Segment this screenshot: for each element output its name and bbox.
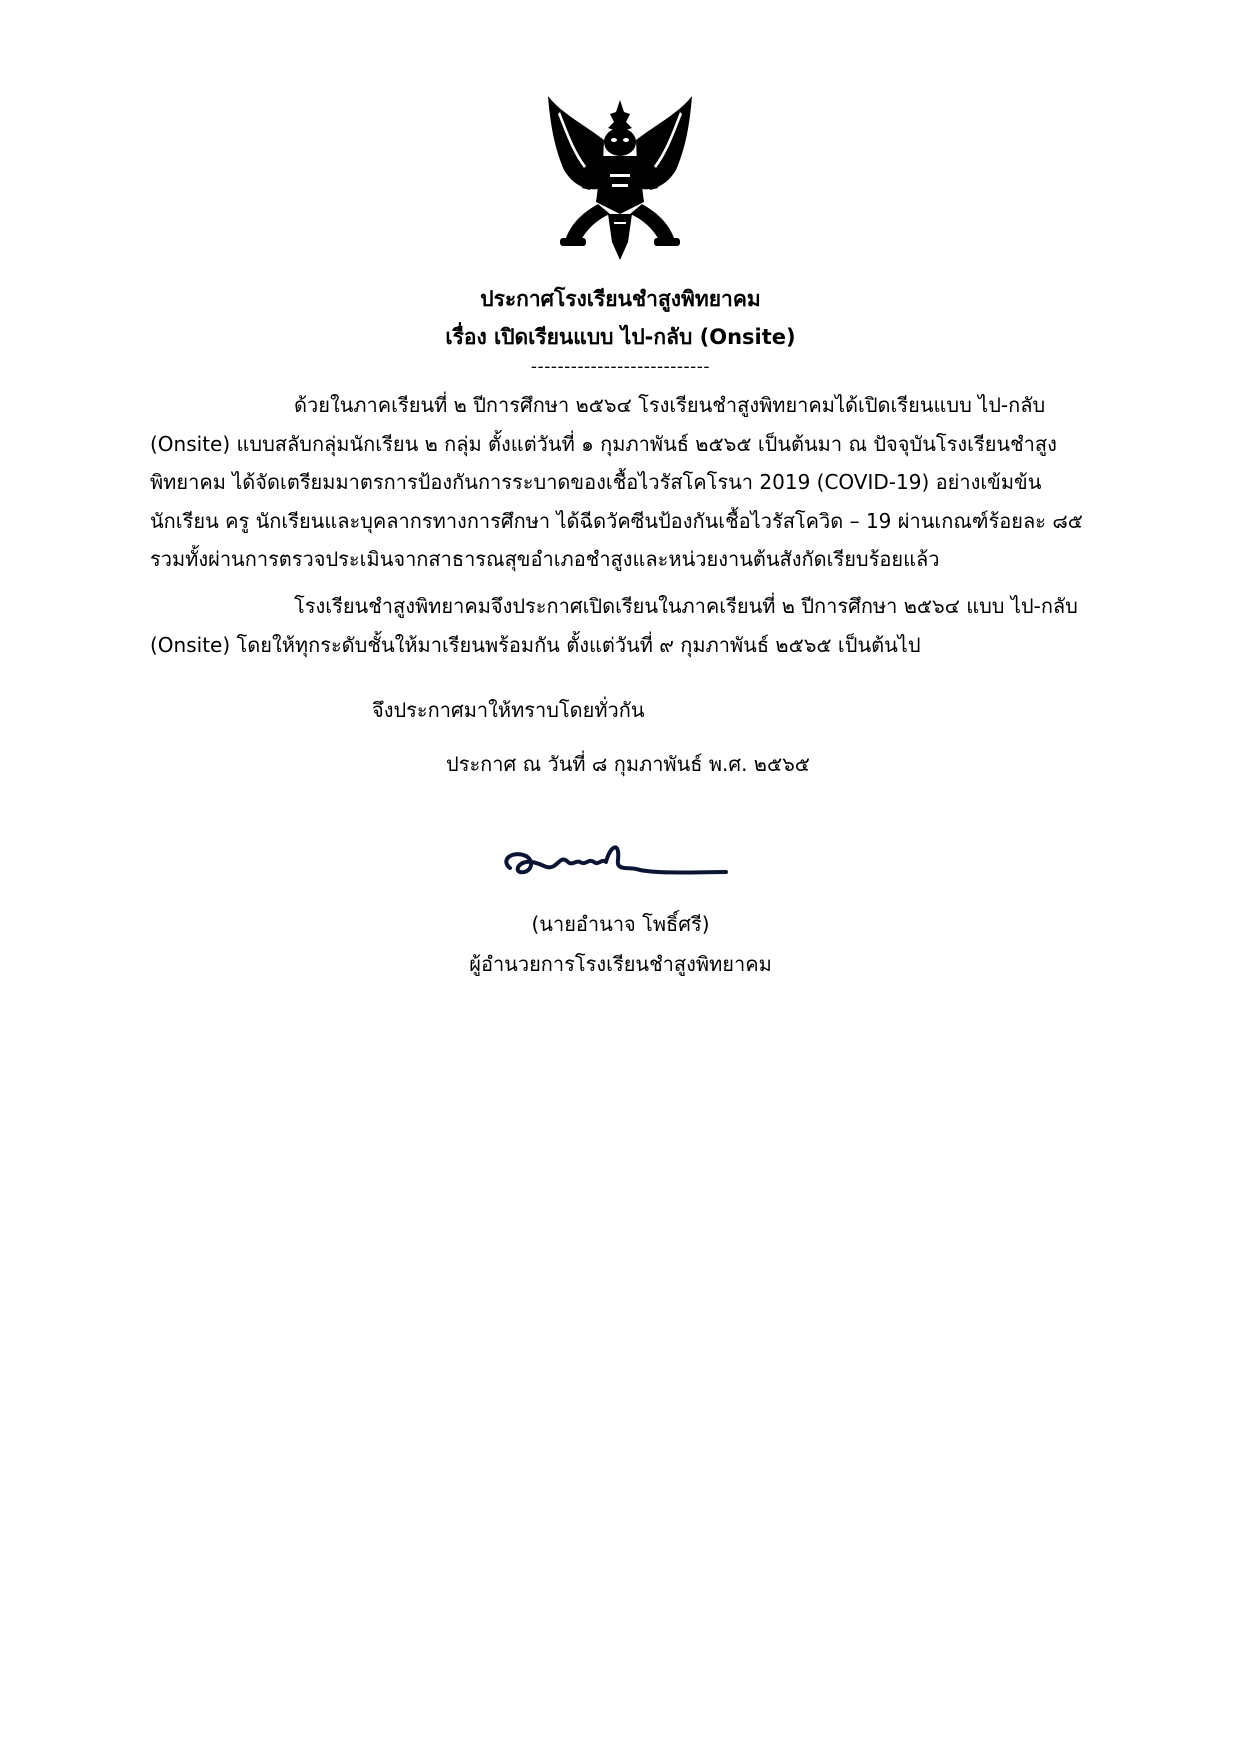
body-paragraph-1 (150, 386, 1100, 579)
announcement-date: ประกาศ ณ วันที่ ๘ กุมภาพันธ์ พ.ศ. ๒๕๖๕ (446, 752, 810, 776)
announcement-subject: เรื่อง เปิดเรียนแบบ ไป-กลับ (Onsite) (445, 325, 796, 349)
body-paragraph-2 (150, 587, 1100, 664)
signer-position: ผู้อำนวยการโรงเรียนชำสูงพิทยาคม (469, 952, 772, 976)
signer-name: (นายอำนาจ โพธิ์ศรี) (531, 912, 710, 936)
closing-statement: จึงประกาศมาให้ทราบโดยทั่วกัน (372, 698, 645, 722)
announcement-title: ประกาศโรงเรียนชำสูงพิทยาคม (480, 287, 761, 311)
garuda-emblem-icon (540, 92, 700, 267)
paragraph-line: รวมทั้งผ่านการตรวจประเมินจากสาธารณสุขอำเภอชำสูงและหน่วยงานต้นสังกัดเรียบร้อยแล้ว (150, 547, 940, 571)
paragraph-line: นักเรียน ครู นักเรียนและบุคลากรทางการศึกษา ได้ฉีดวัคซีนป้องกันเชื้อไวรัสโควิด – 19 ผ่านเกณฑ์ร้อยละ ๘๕ (150, 508, 1083, 533)
paragraph-line: โรงเรียนชำสูงพิทยาคมจึงประกาศเปิดเรียนในภาคเรียนที่ ๒ ปีการศึกษา ๒๕๖๔ แบบ ไป-กลับ (294, 594, 1078, 618)
handwritten-signature-icon (490, 810, 760, 900)
paragraph-line: พิทยาคม ได้จัดเตรียมมาตรการป้องกันการระบาดของเชื้อไวรัสโคโรนา 2019 (COVID-19) อย่างเข้มข้น (150, 470, 1042, 494)
paragraph-line: (Onsite) โดยให้ทุกระดับชั้นให้มาเรียนพร้อมกัน ตั้งแต่วันที่ ๙ กุมภาพันธ์ ๒๕๖๕ เป็นต้นไป (150, 632, 921, 657)
divider-line: --------------------------- (530, 357, 711, 377)
paragraph-line: ด้วยในภาคเรียนที่ ๒ ปีการศึกษา ๒๕๖๔ โรงเรียนชำสูงพิทยาคมได้เปิดเรียนแบบ ไป-กลับ (294, 393, 1046, 417)
paragraph-line: (Onsite) แบบสลับกลุ่มนักเรียน ๒ กลุ่ม ตั้งแต่วันที่ ๑ กุมภาพันธ์ ๒๕๖๕ เป็นต้นมา ณ ปัจจุบันโรงเรียนชำสูง (150, 431, 1057, 456)
